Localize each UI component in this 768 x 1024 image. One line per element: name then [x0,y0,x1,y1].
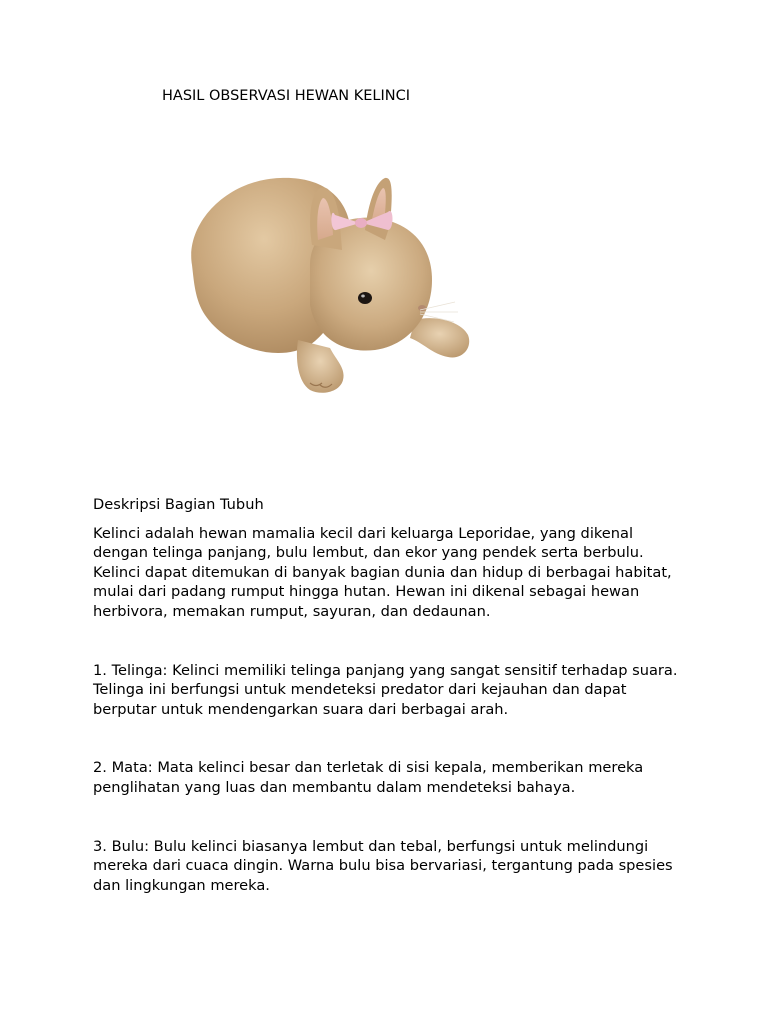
section-heading: Deskripsi Bagian Tubuh [93,496,264,513]
intro-paragraph: Kelinci adalah hewan mamalia kecil dari keluarga Leporidae, yang dikenal dengan telinga panjang, bulu lembut, dan ekor yang pendek serta berbulu. Kelinci dapat ditemukan di banyak bagian dunia dan hidup di berbagai habitat, mulai dari padang rumput hingga hutan. Hewan ini dikenal sebagai hewan herbivora, memakan rumput, sayuran, dan dedaunan. [93,524,672,620]
document-body [93,495,683,934]
list-item-bulu: 3. Bulu: Bulu kelinci biasanya lembut dan tebal, berfungsi untuk melindungi mereka dari cuaca dingin. Warna bulu bisa bervariasi, tergantung pada spesies dan lingkungan mereka. [93,837,673,894]
list-item-telinga: 1. Telinga: Kelinci memiliki telinga panjang yang sangat sensitif terhadap suara. Telinga ini berfungsi untuk mendeteksi predator dari kejauhan dan dapat berputar untuk mendengarkan suara dari berbagai arah. [93,661,678,718]
page-title: HASIL OBSERVASI HEWAN KELINCI [162,88,411,104]
rabbit-side-paw [410,318,469,357]
rabbit-image [170,170,490,405]
list-item-mata: 2. Mata: Mata kelinci besar dan terletak di sisi kepala, memberikan mereka penglihatan yang luas dan membantu dalam mendeteksi bahaya. [93,759,644,796]
rabbit-eye [358,292,372,304]
